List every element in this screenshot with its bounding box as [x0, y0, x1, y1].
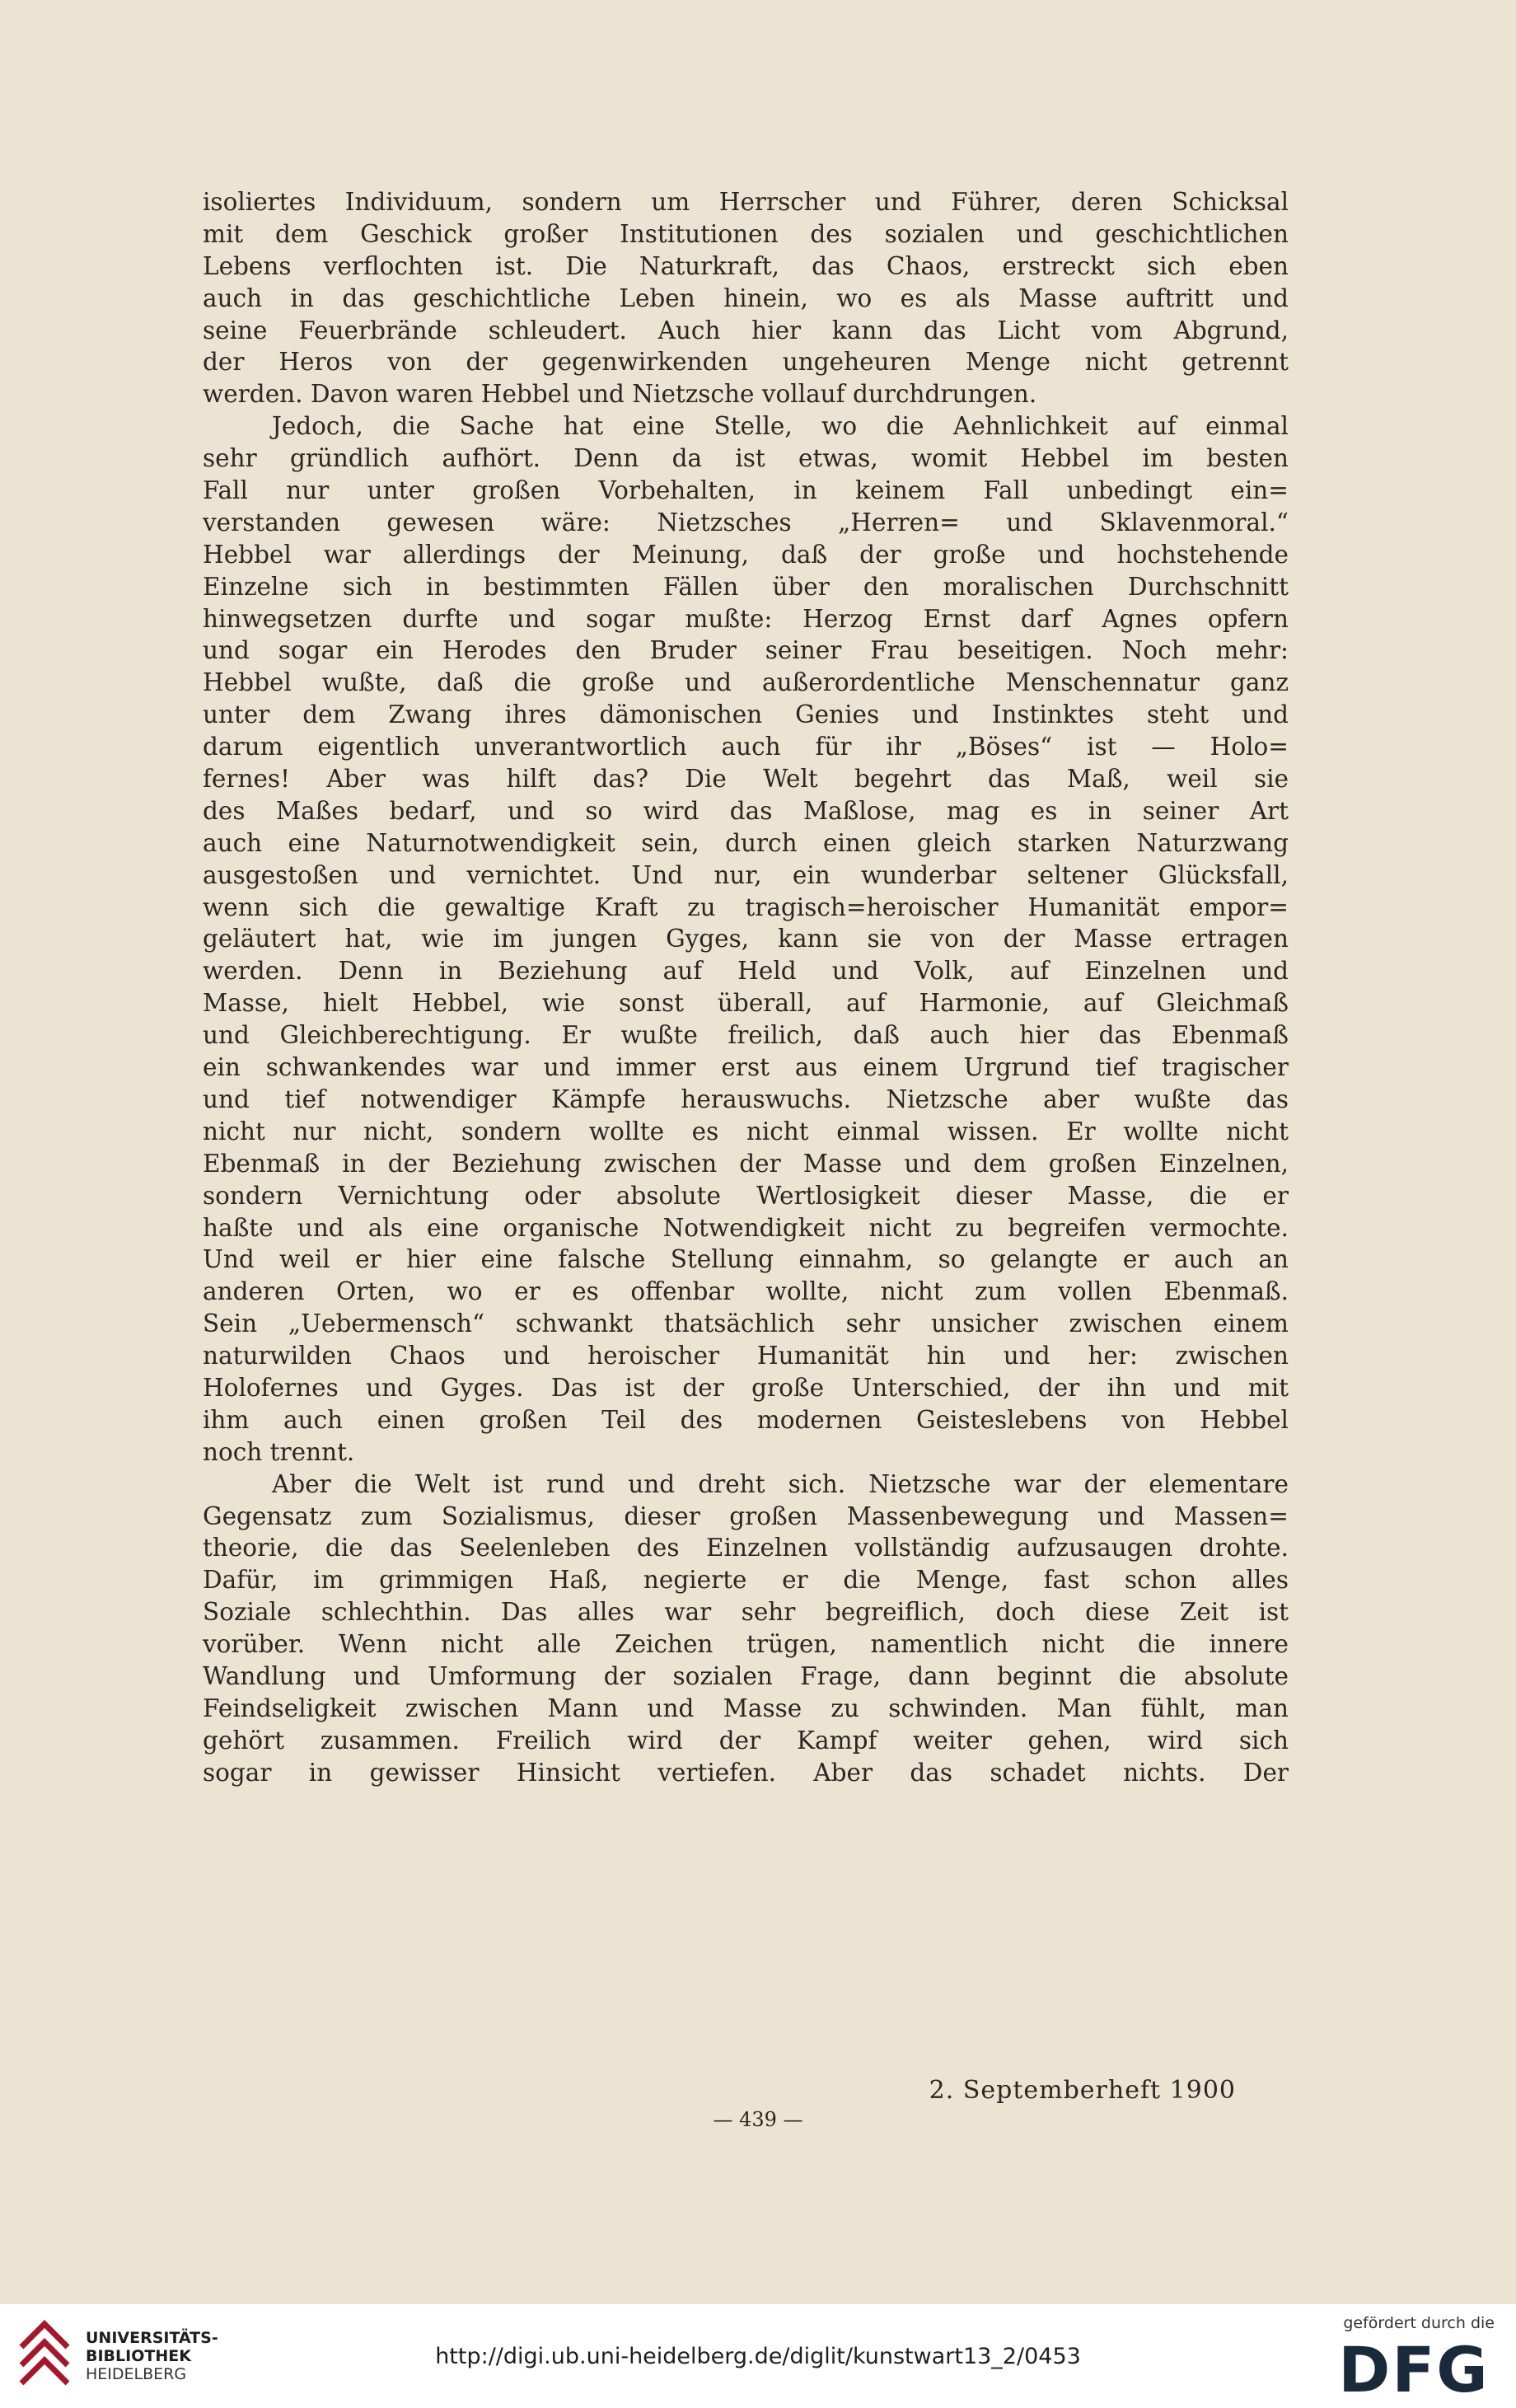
- text-line: Feindseligkeit zwischen Mann und Masse zu schwinden. Man fühlt, man: [203, 1694, 1289, 1722]
- text-line: Einzelne sich in bestimmten Fällen über den moralischen Durchschnitt: [203, 572, 1289, 601]
- text-line: Aber die Welt ist rund und dreht sich. Nietzsche war der elementare: [272, 1469, 1289, 1498]
- text-line: werden. Denn in Beziehung auf Held und Volk, auf Einzelnen und: [203, 957, 1289, 986]
- text-line: Soziale schlechthin. Das alles war sehr begreiflich, doch diese Zeit ist: [203, 1598, 1289, 1627]
- text-line: seine Feuerbrände schleudert. Auch hier kann das Licht vom Abgrund,: [203, 316, 1289, 344]
- text-line: und sogar ein Herodes den Bruder seiner Frau beseitigen. Noch mehr:: [203, 636, 1289, 665]
- institution-line: UNIVERSITÄTS-: [86, 2329, 218, 2347]
- article-text: [203, 186, 1289, 1789]
- dfg-logo-text: DFG: [1338, 2339, 1490, 2398]
- paragraph-1: [203, 186, 1289, 410]
- text-line: ausgestoßen und vernichtet. Und nur, ein wunderbar seltener Glücksfall,: [203, 860, 1289, 889]
- text-line: Masse, hielt Hebbel, wie sonst überall, auf Harmonie, auf Gleichmaß: [203, 989, 1289, 1018]
- text-line: fernes! Aber was hilft das? Die Welt begehrt das Maß, weil sie: [203, 765, 1289, 794]
- text-line: ihm auch einen großen Teil des modernen Geisteslebens von Hebbel: [203, 1405, 1289, 1434]
- paragraph-2: [203, 410, 1289, 1468]
- text-line: werden. Davon waren Hebbel und Nietzsche vollauf durchdrungen.: [203, 380, 1037, 409]
- text-line: sogar in gewisser Hinsicht vertiefen. Aber das schadet nichts. Der: [203, 1758, 1289, 1787]
- text-line: auch eine Naturnotwendigkeit sein, durch einen gleich starken Naturzwang: [203, 828, 1289, 857]
- text-line: Ebenmaß in der Beziehung zwischen der Masse und dem großen Einzelnen,: [203, 1149, 1289, 1178]
- text-line: anderen Orten, wo er es offenbar wollte, nicht zum vollen Ebenmaß.: [203, 1277, 1289, 1306]
- text-line: noch trennt.: [203, 1437, 355, 1466]
- text-line: und tief notwendiger Kämpfe herauswuchs. Nietzsche aber wußte das: [203, 1085, 1289, 1113]
- text-line: mit dem Geschick großer Institutionen des sozialen und geschichtlichen: [203, 219, 1289, 248]
- text-line: sehr gründlich aufhört. Denn da ist etwas, womit Hebbel im besten: [203, 444, 1289, 473]
- text-line: des Maßes bedarf, und so wird das Maßlose, mag es in seiner Art: [203, 796, 1289, 825]
- text-line: Und weil er hier eine falsche Stellung einnahm, so gelangte er auch an: [203, 1245, 1289, 1274]
- source-url-link[interactable]: http://digi.ub.uni-heidelberg.de/diglit/kunstwart13_2/0453: [435, 2344, 1081, 2369]
- text-line: wenn sich die gewaltige Kraft zu tragisch=heroischer Humanität empor=: [203, 892, 1289, 921]
- issue-label: 2. Septemberheft 1900: [929, 2076, 1236, 2105]
- text-line: auch in das geschichtliche Leben hinein, wo es als Masse auftritt und: [203, 283, 1289, 312]
- text-line: Fall nur unter großen Vorbehalten, in keinem Fall unbedingt ein=: [203, 476, 1289, 505]
- text-line: Lebens verflochten ist. Die Naturkraft, das Chaos, erstreckt sich eben: [203, 251, 1289, 280]
- text-line: unter dem Zwang ihres dämonischen Genies und Instinktes steht und: [203, 700, 1289, 729]
- text-line: hinwegsetzen durfte und sogar mußte: Herzog Ernst darf Agnes opfern: [203, 604, 1289, 633]
- text-line: ein schwankendes war und immer erst aus einem Urgrund tief tragischer: [203, 1053, 1289, 1082]
- text-line: vorüber. Wenn nicht alle Zeichen trügen, namentlich nicht die innere: [203, 1630, 1289, 1659]
- text-line: sondern Vernichtung oder absolute Wertlosigkeit dieser Masse, die er: [203, 1181, 1289, 1210]
- institution-line: HEIDELBERG: [86, 2365, 187, 2383]
- text-line: nicht nur nicht, sondern wollte es nicht einmal wissen. Er wollte nicht: [203, 1117, 1289, 1145]
- institution-line: BIBLIOTHEK: [86, 2347, 191, 2365]
- text-line: darum eigentlich unverantwortlich auch für ihr „Böses“ ist — Holo=: [203, 733, 1289, 761]
- text-line: Wandlung und Umformung der sozialen Frage, dann beginnt die absolute: [203, 1661, 1289, 1690]
- text-line: Hebbel war allerdings der Meinung, daß der große und hochstehende: [203, 540, 1289, 569]
- funding-label: gefördert durch die: [1343, 2314, 1495, 2332]
- text-line: theorie, die das Seelenleben des Einzelnen vollständig aufzusaugen drohte.: [203, 1534, 1289, 1562]
- text-line: Sein „Uebermensch“ schwankt thatsächlich sehr unsicher zwischen einem: [203, 1309, 1289, 1338]
- text-line: gehört zusammen. Freilich wird der Kampf weiter gehen, wird sich: [203, 1726, 1289, 1754]
- text-line: der Heros von der gegenwirkenden ungeheuren Menge nicht getrennt: [203, 348, 1289, 377]
- text-line: und Gleichberechtigung. Er wußte freilich, daß auch hier das Ebenmaß: [203, 1021, 1289, 1050]
- text-line: isoliertes Individuum, sondern um Herrscher und Führer, deren Schicksal: [203, 188, 1289, 216]
- text-line: haßte und als eine organische Notwendigkeit nicht zu begreifen vermochte.: [203, 1213, 1289, 1242]
- text-line: geläutert hat, wie im jungen Gyges, kann sie von der Masse ertragen: [203, 925, 1289, 953]
- text-line: Jedoch, die Sache hat eine Stelle, wo die Aehnlichkeit auf einmal: [272, 412, 1289, 441]
- page-number: — 439 —: [713, 2108, 803, 2131]
- text-line: Gegensatz zum Sozialismus, dieser großen Massenbewegung und Massen=: [203, 1501, 1289, 1530]
- text-line: Hebbel wußte, daß die große und außerordentliche Menschennatur ganz: [203, 668, 1289, 697]
- text-line: Dafür, im grimmigen Haß, negierte er die Menge, fast schon alles: [203, 1566, 1289, 1595]
- text-line: naturwilden Chaos und heroischer Humanität hin und her: zwischen: [203, 1342, 1289, 1370]
- paragraph-3: [203, 1469, 1289, 1789]
- text-line: verstanden gewesen wäre: Nietzsches „Herren= und Sklavenmoral.“: [203, 508, 1289, 536]
- text-line: Holofernes und Gyges. Das ist der große Unterschied, der ihn und mit: [203, 1373, 1289, 1402]
- dfg-logo-icon: [1333, 2339, 1495, 2398]
